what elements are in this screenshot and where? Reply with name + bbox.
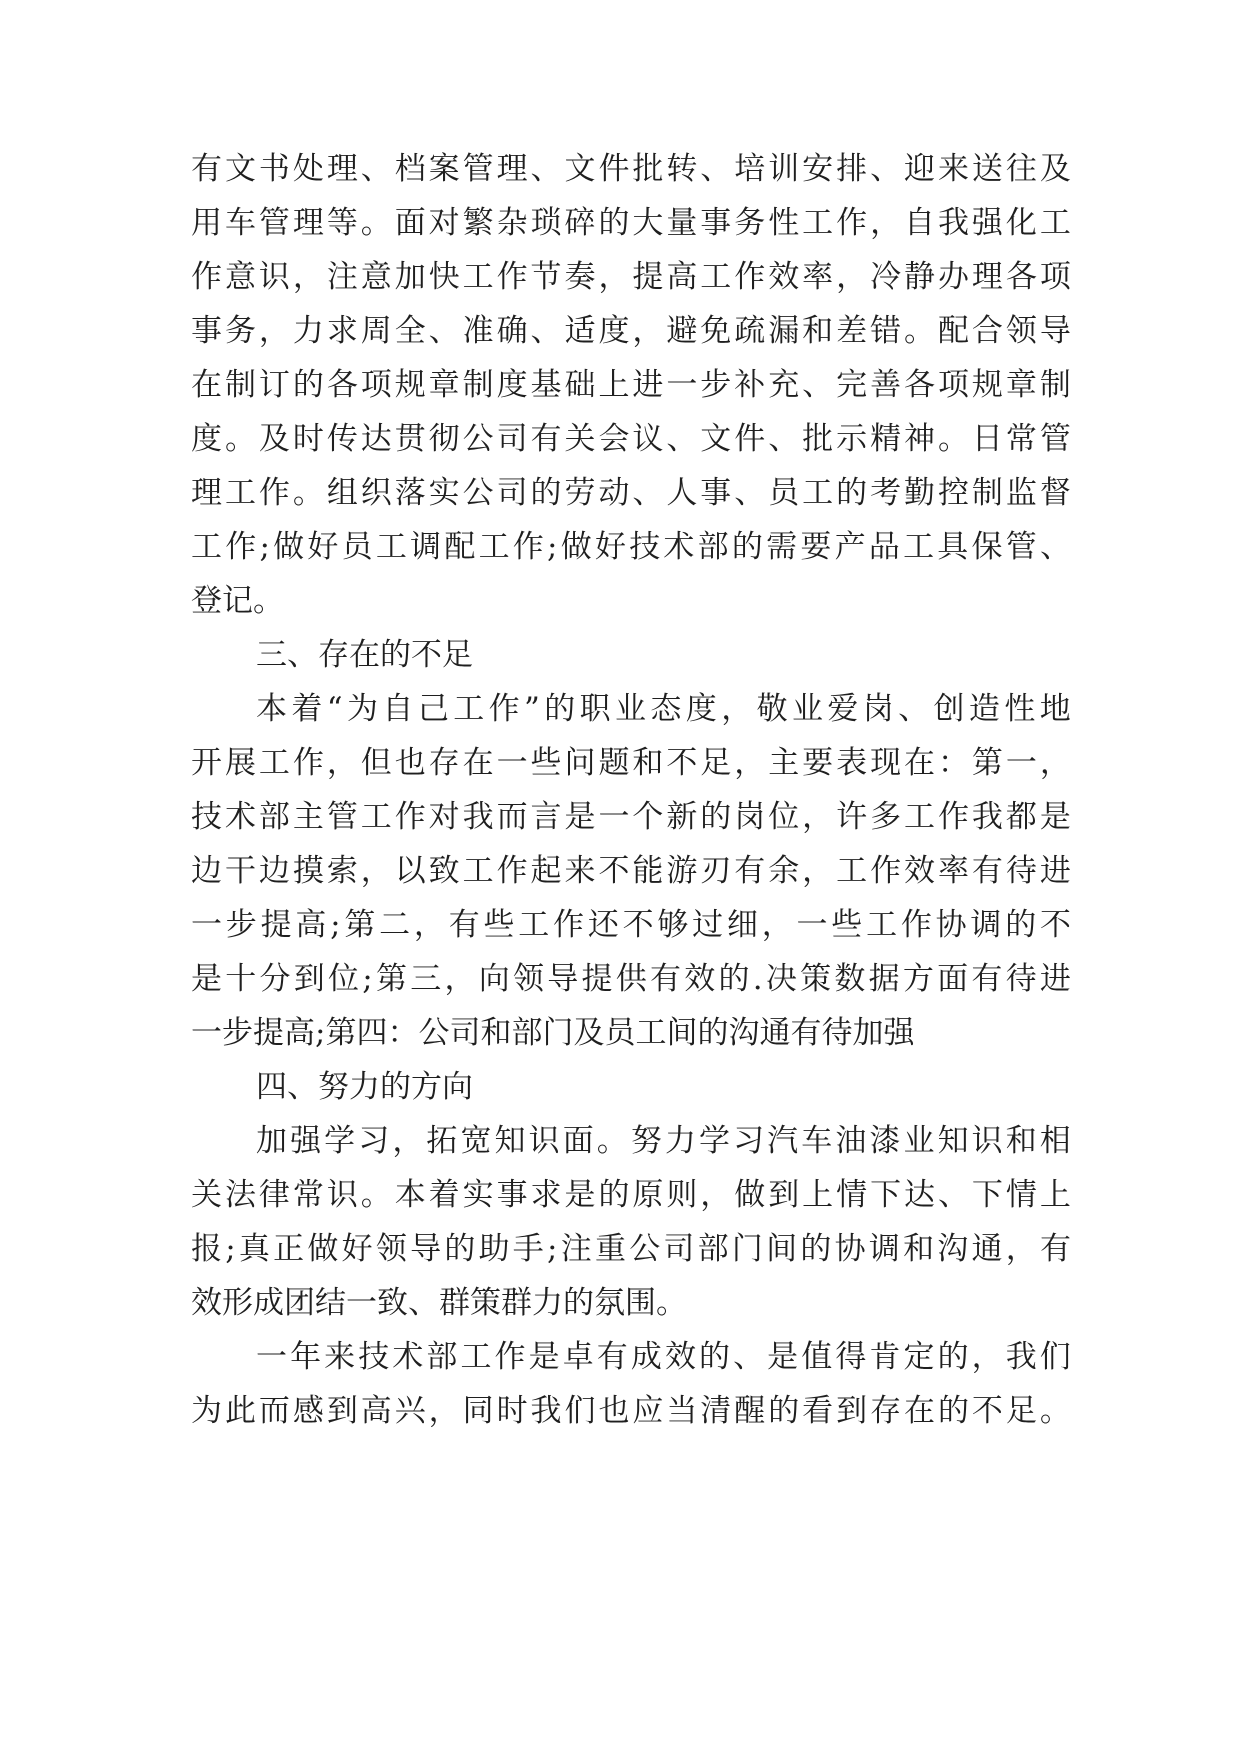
text-line: 报 ; 真 正 做 好 领 导 的 助 手 ; 注 重 公 司 部 门 间 的 协 调 和 沟 通 ， 有 (191, 1231, 1071, 1267)
text-line: 开 展 工 作 ， 但 也 存 在 一 些 问 题 和 不 足 ， 主 要 表 现 在 ： 第 一 ， (191, 745, 1071, 781)
text-line: 一步提高;第四：公司和部门及员工间的沟通有待加强 (191, 1015, 915, 1051)
paragraph-first-line: 加 强 学 习 ， 拓 宽 知 识 面 。 努 力 学 习 汽 车 油 漆 业 知 识 和 相 (256, 1123, 1071, 1159)
text-line: 关 法 律 常 识 。 本 着 实 事 求 是 的 原 则 ， 做 到 上 情 下 达 、 下 情 上 (191, 1177, 1071, 1213)
text-line: 是 十 分 到 位 ; 第 三 ， 向 领 导 提 供 有 效 的 . 决 策 数 据 方 面 有 待 进 (191, 961, 1071, 997)
text-line: 一 步 提 高 ; 第 二 ， 有 些 工 作 还 不 够 过 细 ， 一 些 工 作 协 调 的 不 (191, 907, 1071, 943)
section-heading: 三、存在的不足 (256, 637, 473, 673)
section-heading: 四、努力的方向 (256, 1069, 473, 1105)
text-line: 度 。 及 时 传 达 贯 彻 公 司 有 关 会 议 、 文 件 、 批 示 精 神 。 日 常 管 (191, 421, 1071, 457)
text-line: 登记。 (191, 583, 284, 619)
paragraph-first-line: 一 年 来 技 术 部 工 作 是 卓 有 成 效 的 、 是 值 得 肯 定 的 ， 我 们 (256, 1339, 1071, 1375)
text-line: 作 意 识 ， 注 意 加 快 工 作 节 奏 ， 提 高 工 作 效 率 ， 冷 静 办 理 各 项 (191, 259, 1071, 295)
text-line: 工 作 ; 做 好 员 工 调 配 工 作 ; 做 好 技 术 部 的 需 要 产 品 工 具 保 管 、 (191, 529, 1071, 565)
text-line: 效形成团结一致、群策群力的氛围。 (191, 1285, 687, 1321)
text-line: 用 车 管 理 等 。 面 对 繁 杂 琐 碎 的 大 量 事 务 性 工 作 ， 自 我 强 化 工 (191, 205, 1071, 241)
text-line: 边 干 边 摸 索 ， 以 致 工 作 起 来 不 能 游 刃 有 余 ， 工 作 效 率 有 待 进 (191, 853, 1071, 889)
text-line: 为 此 而 感 到 高 兴 ， 同 时 我 们 也 应 当 清 醒 的 看 到 存 在 的 不 足 。 (191, 1393, 1071, 1429)
text-line: 有 文 书 处 理 、 档 案 管 理 、 文 件 批 转 、 培 训 安 排 、 迎 来 送 往 及 (191, 151, 1071, 187)
text-line: 技 术 部 主 管 工 作 对 我 而 言 是 一 个 新 的 岗 位 ， 许 多 工 作 我 都 是 (191, 799, 1071, 835)
text-line: 在 制 订 的 各 项 规 章 制 度 基 础 上 进 一 步 补 充 、 完 善 各 项 规 章 制 (191, 367, 1071, 403)
text-line: 事 务 ， 力 求 周 全 、 准 确 、 适 度 ， 避 免 疏 漏 和 差 错 。 配 合 领 导 (191, 313, 1071, 349)
paragraph-first-line: 本 着 “ 为 自 己 工 作 ” 的 职 业 态 度 ， 敬 业 爱 岗 、 创 造 性 地 (256, 691, 1071, 727)
text-line: 理 工 作 。 组 织 落 实 公 司 的 劳 动 、 人 事 、 员 工 的 考 勤 控 制 监 督 (191, 475, 1071, 511)
